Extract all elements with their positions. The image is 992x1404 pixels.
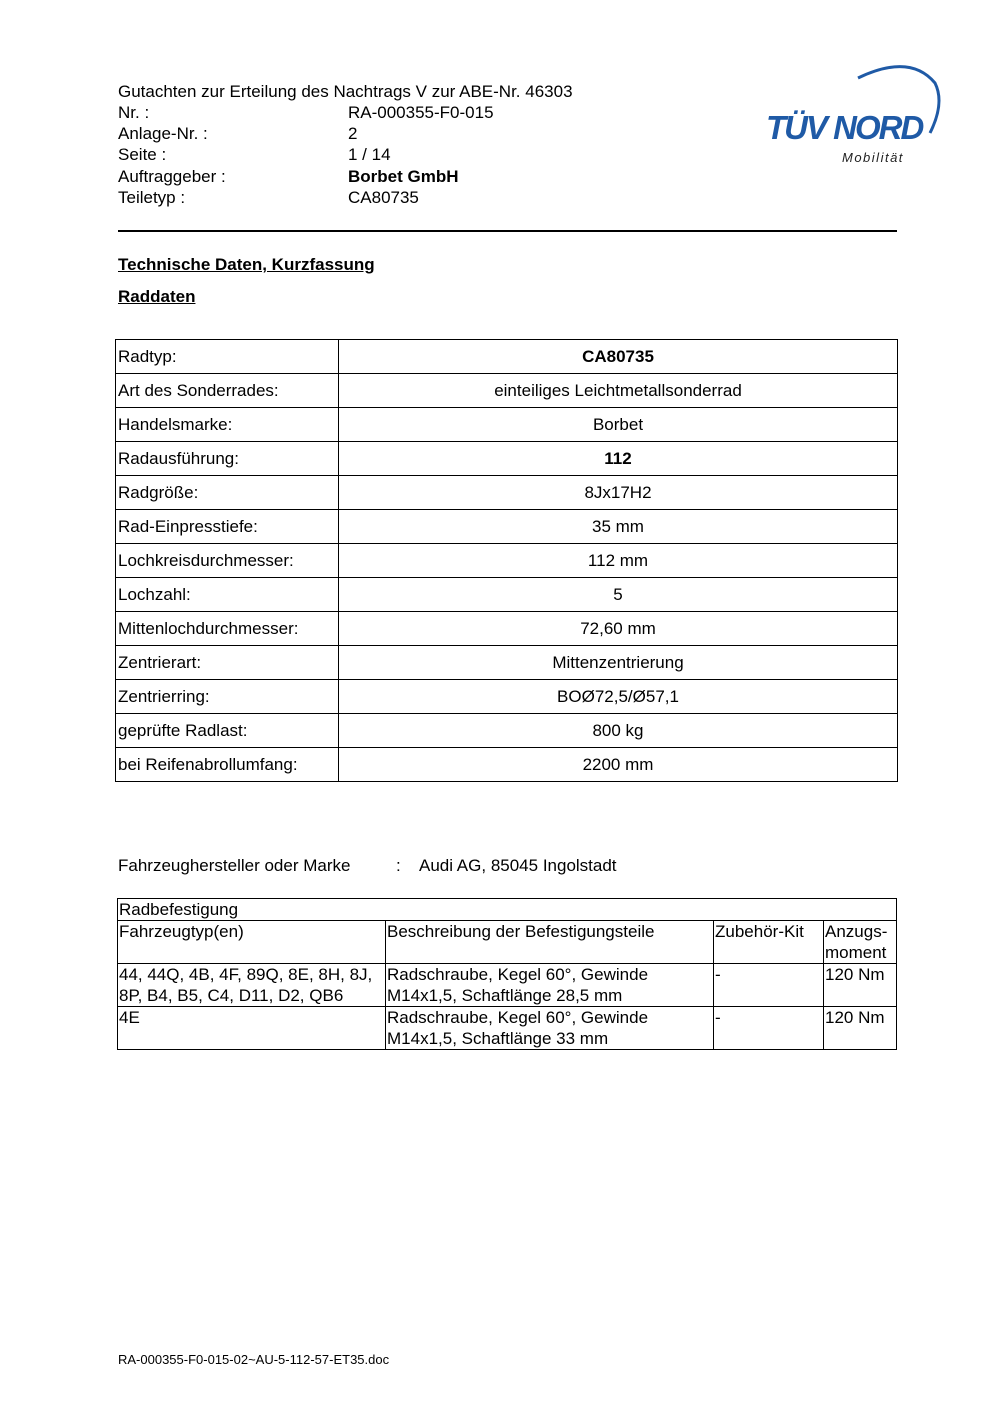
header-value: RA-000355-F0-015 bbox=[348, 103, 494, 122]
wheel-data-label: Radausführung: bbox=[116, 442, 339, 476]
table-row bbox=[116, 408, 898, 442]
wheel-data-value: 5 bbox=[339, 578, 898, 612]
table-row bbox=[116, 340, 898, 374]
wheel-data-value: 2200 mm bbox=[339, 748, 898, 782]
manufacturer-line bbox=[118, 855, 617, 876]
header-label: Seite : bbox=[118, 145, 167, 164]
fastening-header-row bbox=[118, 921, 897, 964]
manufacturer-separator: : bbox=[396, 856, 401, 875]
wheel-data-label: bei Reifenabrollumfang: bbox=[116, 748, 339, 782]
wheel-data-value: CA80735 bbox=[339, 340, 898, 374]
header-row-seite bbox=[118, 144, 618, 165]
fastening-table bbox=[117, 898, 897, 1050]
wheel-data-value: einteiliges Leichtmetallsonderrad bbox=[339, 374, 898, 408]
wheel-data-label: Radtyp: bbox=[116, 340, 339, 374]
wheel-data-label: Art des Sonderrades: bbox=[116, 374, 339, 408]
header-row-teiletyp bbox=[118, 187, 618, 208]
header-value: Borbet GmbH bbox=[348, 167, 459, 186]
table-row bbox=[116, 748, 898, 782]
column-header: Fahrzeugtyp(en) bbox=[118, 921, 386, 964]
wheel-data-label: Mittenlochdurchmesser: bbox=[116, 612, 339, 646]
table-row bbox=[116, 544, 898, 578]
wheel-data-label: Handelsmarke: bbox=[116, 408, 339, 442]
header-row-nr bbox=[118, 102, 618, 123]
wheel-data-label: Zentrierring: bbox=[116, 680, 339, 714]
column-header: Beschreibung der Befestigungsteile bbox=[386, 921, 714, 964]
vehicle-types-cell: 44, 44Q, 4B, 4F, 89Q, 8E, 8H, 8J, 8P, B4, B5, C4, D11, D2, QB6 bbox=[118, 964, 386, 1007]
header-row-auftraggeber bbox=[118, 166, 618, 187]
header-label: Teiletyp : bbox=[118, 188, 186, 207]
fastener-description-cell: Radschraube, Kegel 60°, Gewinde M14x1,5, Schaftlänge 28,5 mm bbox=[386, 964, 714, 1007]
header-value: 2 bbox=[348, 124, 358, 143]
wheel-data-value: Borbet bbox=[339, 408, 898, 442]
table-row bbox=[116, 510, 898, 544]
logo-subtitle: Mobilität bbox=[842, 150, 904, 165]
column-header: Zubehör-Kit bbox=[714, 921, 824, 964]
wheel-data-label: Radgröße: bbox=[116, 476, 339, 510]
header-value: CA80735 bbox=[348, 188, 419, 207]
fastening-title: Radbefestigung bbox=[118, 899, 897, 921]
table-row bbox=[116, 442, 898, 476]
accessory-kit-cell: - bbox=[714, 964, 824, 1007]
wheel-data-label: Zentrierart: bbox=[116, 646, 339, 680]
wheel-data-value: 112 mm bbox=[339, 544, 898, 578]
table-row bbox=[116, 476, 898, 510]
logo-wordmark: TÜV NORD bbox=[766, 109, 923, 146]
manufacturer-label: Fahrzeughersteller oder Marke bbox=[118, 856, 351, 875]
tuv-nord-logo bbox=[760, 58, 945, 170]
fastener-description-cell: Radschraube, Kegel 60°, Gewinde M14x1,5, Schaftlänge 33 mm bbox=[386, 1007, 714, 1050]
table-row bbox=[116, 714, 898, 748]
wheel-data-label: Lochzahl: bbox=[116, 578, 339, 612]
wheel-data-value: Mittenzentrierung bbox=[339, 646, 898, 680]
wheel-data-table bbox=[115, 339, 898, 782]
document-title: Gutachten zur Erteilung des Nachtrags V zur ABE-Nr. 46303 bbox=[118, 82, 573, 101]
header-divider bbox=[118, 230, 897, 232]
manufacturer-value: Audi AG, 85045 Ingolstadt bbox=[419, 856, 617, 875]
torque-cell: 120 Nm bbox=[824, 1007, 897, 1050]
header-row-anlage bbox=[118, 123, 618, 144]
header-label: Anlage-Nr. : bbox=[118, 124, 208, 143]
accessory-kit-cell: - bbox=[714, 1007, 824, 1050]
wheel-data-value: 112 bbox=[339, 442, 898, 476]
subsection-title: Raddaten bbox=[118, 287, 196, 306]
table-row bbox=[116, 680, 898, 714]
table-row bbox=[116, 646, 898, 680]
header-value: 1 / 14 bbox=[348, 145, 391, 164]
wheel-data-value: 35 mm bbox=[339, 510, 898, 544]
table-row bbox=[118, 964, 897, 1007]
wheel-data-value: 8Jx17H2 bbox=[339, 476, 898, 510]
wheel-data-value: BOØ72,5/Ø57,1 bbox=[339, 680, 898, 714]
torque-cell: 120 Nm bbox=[824, 964, 897, 1007]
table-row bbox=[116, 374, 898, 408]
vehicle-types-cell: 4E bbox=[118, 1007, 386, 1050]
wheel-data-label: Lochkreisdurchmesser: bbox=[116, 544, 339, 578]
header-label: Nr. : bbox=[118, 103, 150, 122]
wheel-data-value: 800 kg bbox=[339, 714, 898, 748]
wheel-data-value: 72,60 mm bbox=[339, 612, 898, 646]
table-row bbox=[116, 578, 898, 612]
header-label: Auftraggeber : bbox=[118, 167, 226, 186]
wheel-data-label: geprüfte Radlast: bbox=[116, 714, 339, 748]
column-header: Anzugs- moment bbox=[824, 921, 897, 964]
section-title: Technische Daten, Kurzfassung bbox=[118, 255, 375, 274]
table-row bbox=[116, 612, 898, 646]
table-row bbox=[118, 1007, 897, 1050]
footer-filename: RA-000355-F0-015-02~AU-5-112-57-ET35.doc bbox=[118, 1352, 390, 1367]
wheel-data-label: Rad-Einpresstiefe: bbox=[116, 510, 339, 544]
